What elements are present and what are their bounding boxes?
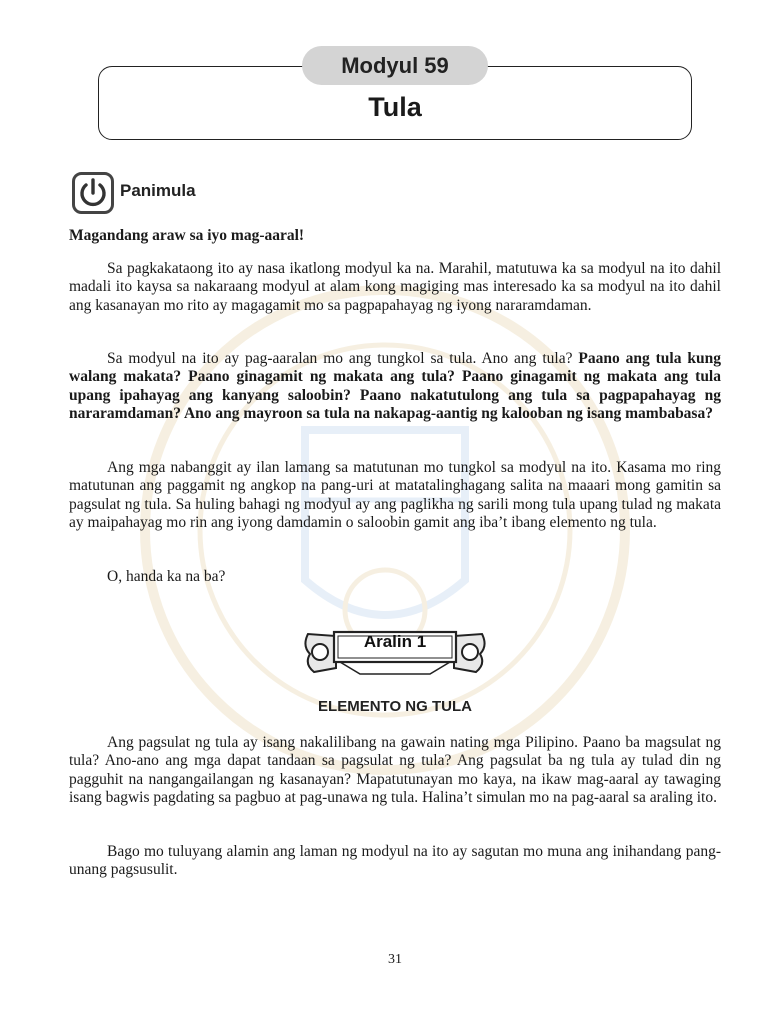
- intro-paragraph-1: Sa pagkakataong ito ay nasa ikatlong modyul ka na. Marahil, matutuwa ka sa modyul na ito dahil madali ito kaysa sa nakaraang modyul at alam kong magiging mas interesado ka sa modyul na ito dahil ang kasanayan mo rito ay magagamit mo sa pagpapahayag ng iyong nararamdaman.: [69, 260, 721, 314]
- lesson-paragraph-1: Ang pagsulat ng tula ay isang nakalilibang na gawain nating mga Pilipino. Paano ba magsulat ng tula? Ano-ano ang mga dapat tandaan sa pagsulat ng tula? Ang pagsulat ba ng tula ay tulad din ng pagguhit na nangangailangan ng kasanayan? Mapatutunayan mo kaya, na ikaw mag-aaral ay tawaging isang bagwis pagdating sa pagbuo at pag-unawa ng tula. Halina’t simulan mo na pag-aaral sa araling ito.: [69, 734, 721, 807]
- intro-paragraph-2: [69, 350, 721, 424]
- module-label: Modyul 59: [302, 46, 488, 85]
- module-title: Tula: [368, 92, 422, 122]
- intro-paragraph-4: O, handa ka na ba?: [107, 568, 226, 585]
- intro-paragraph-3: Ang mga nabanggit ay ilan lamang sa matutunan mo tungkol sa modyul na ito. Kasama mo ring matutunan ang paggamit ng angkop na pang-uri at matatalinghagang salita na maaari mong gamitin sa pagsulat ng tula. Sa huling bahagi ng modyul ay ang paglikha ng sarili mong tula upang tulad ng makata ay maipahayag mo rin ang iyong damdamin o saloobin gamit ang iba’t ibang elemento ng tula.: [69, 459, 721, 532]
- lesson-heading: ELEMENTO NG TULA: [318, 698, 472, 715]
- intro-paragraph-2-plain: Sa modyul na ito ay pag-aaralan mo ang tungkol sa tula. Ano ang tula?: [107, 350, 579, 367]
- intro-paragraph-2-bold: Paano ang tula kung walang makata? Paano ginagamit ng makata ang tula? Paano ginagamit ng makata ang tula upang ipahayag ang kanyang saloobin? Paano nakatutulong ang tula sa pagpapahayag ng nararamdaman? Ano ang mayroon sa tula na nakapag-aantig ng kalooban ng isang mambabasa?: [69, 350, 721, 423]
- lesson-banner-label: Aralin 1: [363, 632, 427, 651]
- section-label-panimula: Panimula: [120, 181, 196, 200]
- page-number: 31: [388, 952, 402, 967]
- power-icon: [72, 172, 114, 214]
- greeting: Magandang araw sa iyo mag-aaral!: [69, 227, 305, 244]
- lesson-paragraph-2: Bago mo tuluyang alamin ang laman ng modyul na ito ay sagutan mo muna ang inihandang pang-unang pagsusulit.: [69, 843, 721, 879]
